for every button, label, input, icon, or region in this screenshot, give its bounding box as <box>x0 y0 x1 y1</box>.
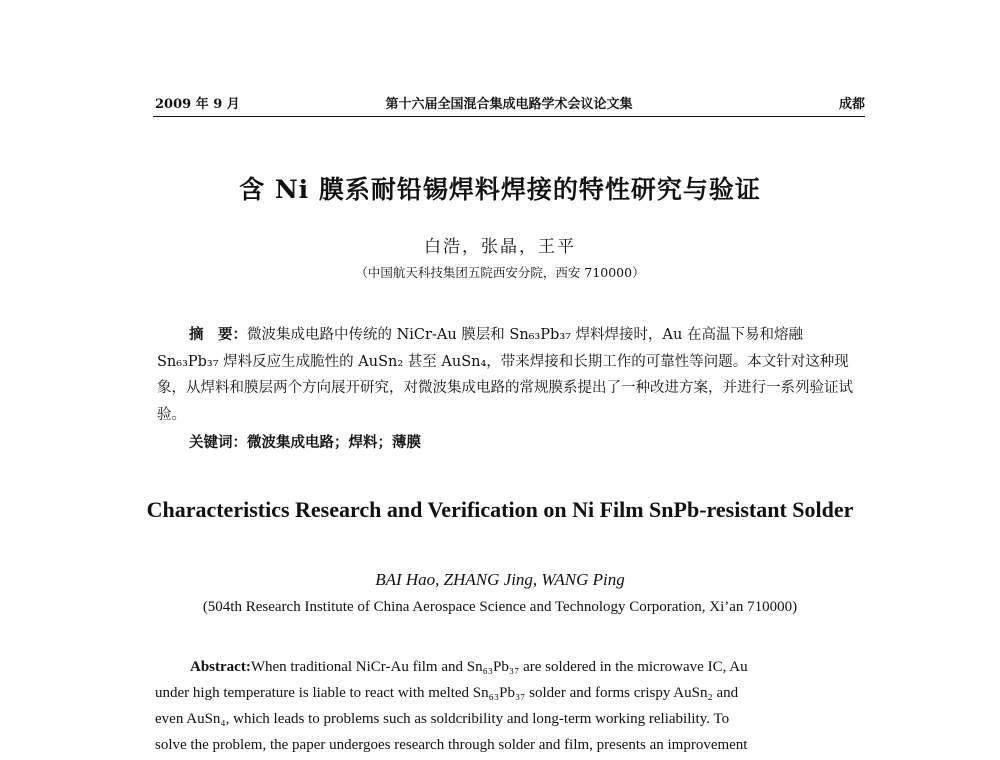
english-authors: BAI Hao, ZHANG Jing, WANG Ping <box>375 570 625 589</box>
chinese-affiliation: （中国航天科技集团五院西安分院，西安 710000） <box>355 265 645 280</box>
english-affiliation: (504th Research Institute of China Aerospace Science and Technology Corporation, Xi’an 710000) <box>202 599 798 615</box>
english-abstract-line: under high temperature is liable to react with melted Sn₆₃Pb₃₇ solder and forms crispy AuSn₂ and <box>155 685 739 701</box>
header-date: 2009 年 9 月 <box>155 97 240 112</box>
header-location: 成都 <box>838 97 865 112</box>
chinese-abstract-label: 摘 要： <box>189 326 247 343</box>
english-abstract-line: even AuSn₄, which leads to problems such as soldcribility and long-term working reliability. To <box>155 711 730 727</box>
english-abstract-line: solve the problem, the paper undergoes research through solder and film, presents an improvement <box>155 737 748 753</box>
chinese-title: 含 Ni 膜系耐铅锡焊料焊接的特性研究与验证 <box>239 175 761 204</box>
english-abstract-line: Abstract:When traditional NiCr-Au film and Sn₆₃Pb₃₇ are soldered in the microwave IC, Au <box>190 659 748 675</box>
chinese-abstract <box>157 322 865 428</box>
english-abstract <box>155 654 867 758</box>
running-header <box>153 90 865 117</box>
header-proceedings-title: 第十六届全国混合集成电路学术会议论文集 <box>385 97 633 112</box>
chinese-keywords: 关键词：微波集成电路；焊料；薄膜 <box>189 434 421 451</box>
english-abstract-label: Abstract: <box>190 659 251 675</box>
english-title: Characteristics Research and Verification on Ni Film SnPb-resistant Solder <box>146 497 854 522</box>
chinese-authors: 白浩，张晶，王平 <box>424 237 576 257</box>
chinese-abstract-text: 微波集成电路中传统的 NiCr-Au 膜层和 Sn₆₃Pb₃₇ 焊料焊接时，Au 在高温下易和熔融 Sn₆₃Pb₃₇ 焊料反应生成脆性的 AuSn₂ 甚至 AuSn₄，带来焊接和长期工作的可靠性等问题。本文针对这种现象，从焊料和膜层两个方向展开研究，对微波集成电路的常规膜系提出了一种改进方案，并进行一系列验证试验。 <box>157 327 853 423</box>
